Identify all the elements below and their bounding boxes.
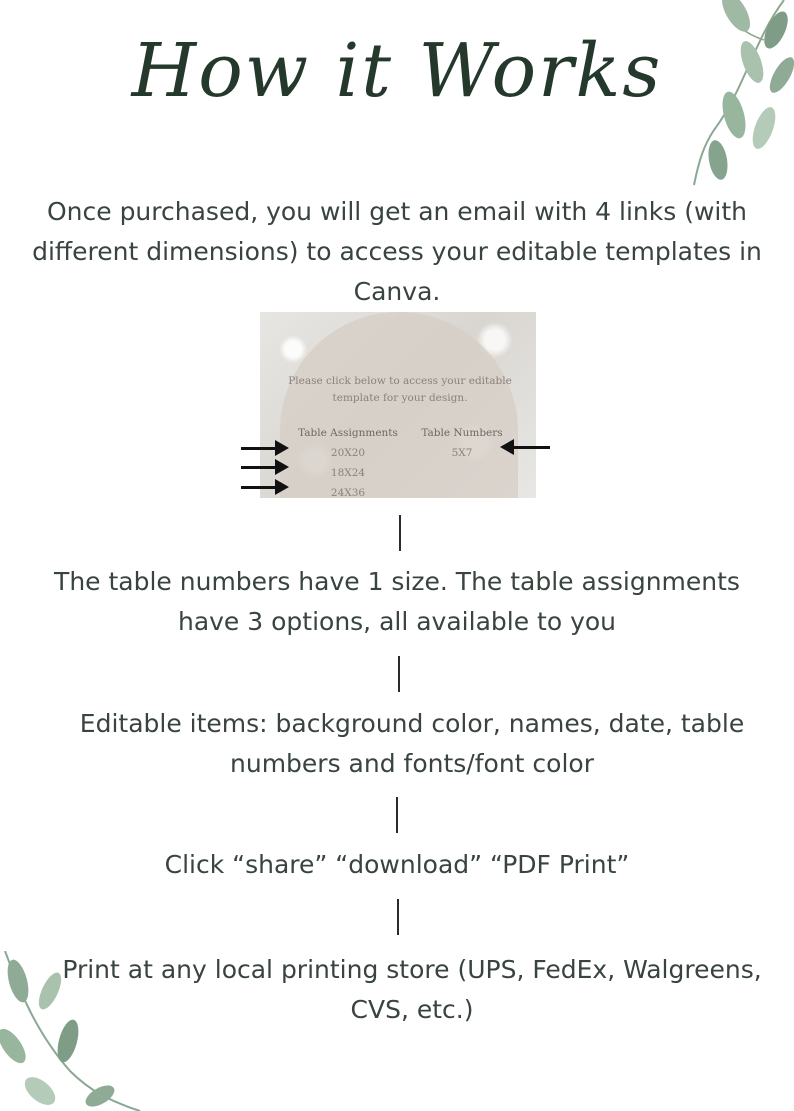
preview-instruction-line-2: template for your design. bbox=[332, 392, 468, 404]
preview-table-numbers-column bbox=[412, 423, 512, 463]
page-title: How it Works bbox=[131, 28, 663, 114]
divider-line bbox=[396, 797, 398, 833]
step-editable-text: Editable items: background color, names, date, table numbers and fonts/font color bbox=[79, 709, 745, 778]
table-assignments-label: Table Assignments bbox=[298, 427, 398, 439]
number-size-link[interactable]: 5X7 bbox=[451, 447, 473, 459]
assignment-size-link[interactable]: 20X20 bbox=[330, 447, 366, 459]
template-preview-image bbox=[260, 312, 536, 498]
assignment-size-link[interactable]: 18X24 bbox=[330, 467, 366, 479]
step-print-text: Print at any local printing store (UPS, FedEx, Walgreens, CVS, etc.) bbox=[62, 955, 762, 1024]
step-click-text: Click “share” “download” “PDF Print” bbox=[164, 850, 630, 879]
divider-line bbox=[397, 899, 399, 935]
intro-text: Once purchased, you will get an email with 4 links (with different dimensions) to access your editable templates in Canva. bbox=[32, 197, 762, 306]
arrow-right-icon bbox=[241, 479, 289, 495]
arrow-left-icon bbox=[500, 439, 550, 455]
arrow-right-icon bbox=[241, 459, 289, 475]
preview-instruction-line-1: Please click below to access your editable bbox=[288, 375, 512, 387]
divider-line bbox=[398, 656, 400, 692]
preview-instruction bbox=[280, 373, 520, 407]
preview-table-assignments-column bbox=[288, 423, 408, 498]
table-numbers-label: Table Numbers bbox=[421, 427, 503, 439]
assignment-size-link[interactable]: 24X36 bbox=[330, 487, 366, 498]
divider-line bbox=[399, 515, 401, 551]
step-sizes-text: The table numbers have 1 size. The table assignments have 3 options, all available to you bbox=[54, 567, 740, 636]
arrow-right-icon bbox=[241, 440, 289, 456]
